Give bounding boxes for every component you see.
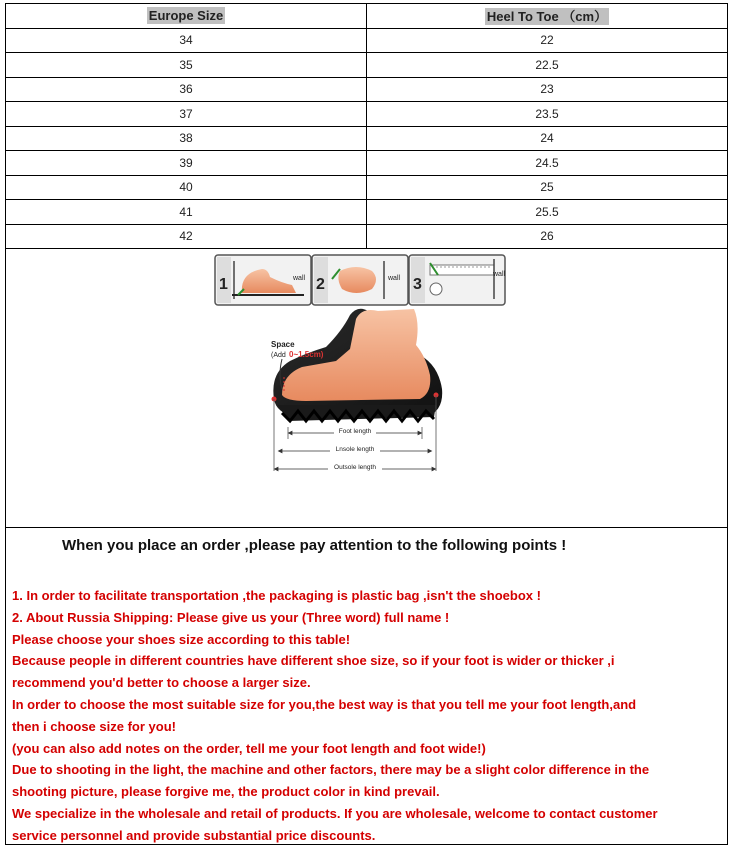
step-3-number: 3 xyxy=(413,276,422,293)
table-row xyxy=(6,77,728,102)
foot-top-icon xyxy=(338,267,376,293)
header-heel-to-toe: Heel To Toe （cm） xyxy=(367,4,728,29)
size-table xyxy=(5,3,728,249)
step-2-number: 2 xyxy=(316,276,325,293)
note-line: Please choose your shoes size according to this table! xyxy=(12,631,351,647)
cell-europe-size: 41 xyxy=(6,200,367,225)
foot-length-label: Foot length xyxy=(338,428,372,435)
cell-heel-to-toe: 24.5 xyxy=(367,151,728,176)
cell-europe-size: 37 xyxy=(6,102,367,127)
note-line: Due to shooting in the light, the machine and other factors, there may be a slight color difference in the xyxy=(12,762,650,778)
table-row xyxy=(6,102,728,127)
cell-heel-to-toe: 26 xyxy=(367,224,728,249)
step-2-panel xyxy=(312,255,408,305)
note-line: In order to choose the most suitable size for you,the best way is that you tell me your foot length,and xyxy=(12,696,637,712)
insole-length-label: Lnsole length xyxy=(335,446,375,453)
shoe-illustration xyxy=(272,309,443,421)
wall-label-2: wall xyxy=(388,275,401,282)
cell-heel-to-toe: 22 xyxy=(367,28,728,53)
note-line: then i choose size for you! xyxy=(12,718,176,734)
cell-heel-to-toe: 24 xyxy=(367,126,728,151)
cell-europe-size: 38 xyxy=(6,126,367,151)
wall-label-3: wall xyxy=(493,271,506,278)
note-line: 1. In order to facilitate transportation ,the packaging is plastic bag ,isn't the shoebox ! xyxy=(12,588,541,603)
step-1-panel xyxy=(215,255,311,305)
table-row xyxy=(6,175,728,200)
note-line: We specialize in the wholesale and retail of products. If you are wholesale, welcome to contact customer xyxy=(12,805,658,821)
cell-heel-to-toe: 25.5 xyxy=(367,200,728,225)
cell-heel-to-toe: 23.5 xyxy=(367,102,728,127)
header-europe-size: Europe Size xyxy=(6,4,367,29)
outsole-length-label: Outsole length xyxy=(334,464,376,471)
table-row xyxy=(6,53,728,78)
step-3-panel xyxy=(409,255,506,305)
order-notes-section xyxy=(5,528,728,845)
notes-title: When you place an order ,please pay attention to the following points ! xyxy=(62,537,567,554)
table-row xyxy=(6,224,728,249)
table-row xyxy=(6,126,728,151)
note-line: Because people in different countries have different shoe size, so if your foot is wider or thicker ,i xyxy=(12,653,615,669)
notes-list xyxy=(12,585,727,847)
cell-heel-to-toe: 23 xyxy=(367,77,728,102)
note-line: recommend you'd better to choose a larger size. xyxy=(12,675,311,691)
measurement-illustration xyxy=(6,249,727,527)
wall-label: wall xyxy=(293,275,306,282)
note-line: service personnel and provide substantial price discounts. xyxy=(12,827,376,843)
table-row xyxy=(6,28,728,53)
table-row xyxy=(6,151,728,176)
table-row xyxy=(6,200,728,225)
cell-europe-size: 40 xyxy=(6,175,367,200)
table-header-row xyxy=(6,4,728,29)
cell-europe-size: 39 xyxy=(6,151,367,176)
cell-europe-size: 36 xyxy=(6,77,367,102)
cell-europe-size: 34 xyxy=(6,28,367,53)
cell-europe-size: 42 xyxy=(6,224,367,249)
space-label: Space xyxy=(271,340,295,349)
note-line: shooting picture, please forgive me, the product color in kind prevail. xyxy=(12,784,440,800)
step-1-number: 1 xyxy=(219,276,228,293)
note-line: 2. About Russia Shipping: Please give us your (Three word) full name ! xyxy=(12,609,450,625)
cell-heel-to-toe: 22.5 xyxy=(367,53,728,78)
cell-europe-size: 35 xyxy=(6,53,367,78)
note-line: (you can also add notes on the order, tell me your foot length and foot wide!) xyxy=(12,740,486,756)
size-chart-page xyxy=(5,3,728,845)
space-add-label: (Add xyxy=(271,352,286,359)
cell-heel-to-toe: 25 xyxy=(367,175,728,200)
space-range-label: 0~1.5cm) xyxy=(289,350,324,359)
foot-measurement-diagram xyxy=(5,249,728,528)
